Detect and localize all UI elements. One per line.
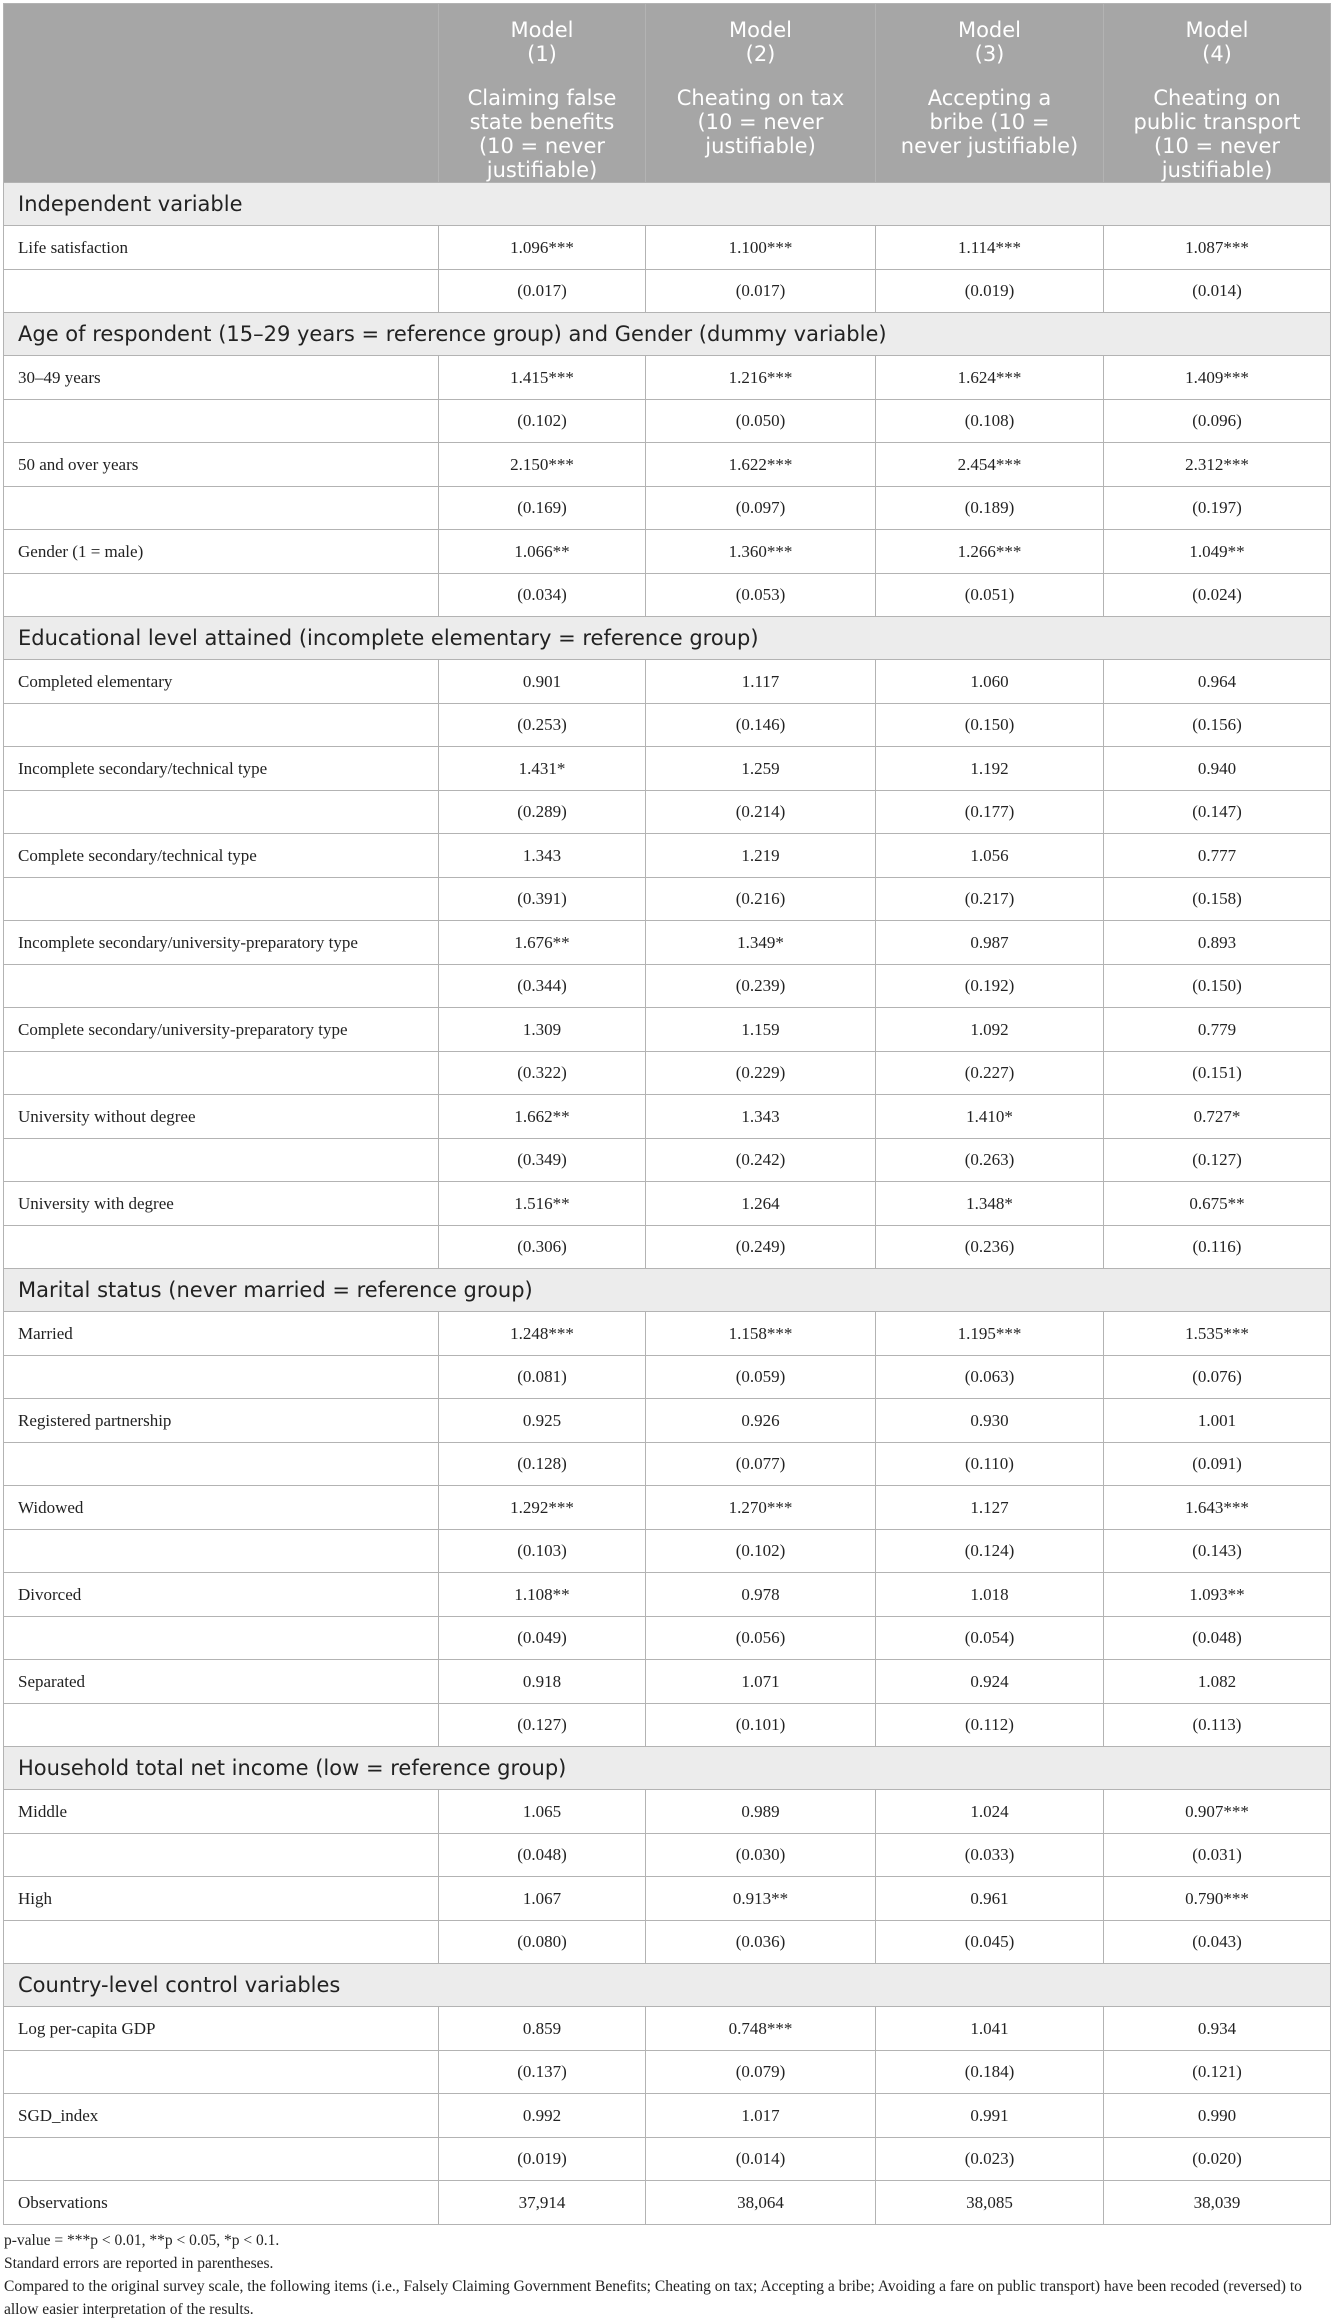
standard-error-cell: (0.227) [876,1052,1104,1095]
coefficient-cell: 0.779 [1104,1008,1331,1052]
coefficient-cell: 0.940 [1104,747,1331,791]
coefficient-cell: 1.060 [876,660,1104,704]
variable-label: Middle [4,1790,439,1834]
coefficient-cell: 0.907*** [1104,1790,1331,1834]
standard-error-cell: (0.024) [1104,574,1331,617]
coefficient-cell: 1.024 [876,1790,1104,1834]
standard-error-cell: (0.151) [1104,1052,1331,1095]
coefficient-cell: 1.360*** [646,530,876,574]
coefficient-cell: 1.082 [1104,1660,1331,1704]
header-label-cell [4,4,439,183]
variable-label: Married [4,1312,439,1356]
table-row [4,747,1331,791]
standard-error-cell: (0.048) [1104,1617,1331,1660]
table-row [4,1877,1331,1921]
coefficient-cell: 0.675** [1104,1182,1331,1226]
coefficient-cell: 1.092 [876,1008,1104,1052]
coefficient-cell: 1.410* [876,1095,1104,1139]
coefficient-cell: 1.018 [876,1573,1104,1617]
coefficient-cell: 1.643*** [1104,1486,1331,1530]
standard-error-cell: (0.146) [646,704,876,747]
standard-error-cell: (0.156) [1104,704,1331,747]
coefficient-cell: 1.264 [646,1182,876,1226]
empty-label-cell [4,1617,439,1660]
standard-error-cell: (0.127) [1104,1139,1331,1182]
variable-label: Incomplete secondary/university-preparatory type [4,921,439,965]
standard-error-cell: (0.102) [439,400,646,443]
table-row-se [4,1921,1331,1964]
variable-label: Registered partnership [4,1399,439,1443]
note-significance: p-value = ***p < 0.01, **p < 0.05, *p < 0.1. [4,2232,280,2249]
coefficient-cell: 1.087*** [1104,226,1331,270]
coefficient-cell: 2.454*** [876,443,1104,487]
standard-error-cell: (0.127) [439,1704,646,1747]
coefficient-cell: 1.415*** [439,356,646,400]
model-4-label: Cheating on public transport (10 = never justifiable) [1133,86,1301,182]
table-row [4,2094,1331,2138]
standard-error-cell: (0.053) [646,574,876,617]
standard-error-cell: (0.143) [1104,1530,1331,1573]
standard-error-cell: (0.020) [1104,2138,1331,2181]
table-row-se [4,878,1331,921]
empty-label-cell [4,1226,439,1269]
model-1-label: Claiming false state benefits (10 = never justifiable) [467,86,617,182]
section-title: Marital status (never married = reference group) [4,1269,1331,1312]
coefficient-cell: 1.192 [876,747,1104,791]
table-row [4,834,1331,878]
standard-error-cell: (0.216) [646,878,876,921]
empty-label-cell [4,487,439,530]
coefficient-cell: 0.934 [1104,2007,1331,2051]
table-row-se [4,2051,1331,2094]
standard-error-cell: (0.108) [876,400,1104,443]
empty-label-cell [4,2051,439,2094]
table-notes [3,2229,1330,2321]
coefficient-cell: 1.066** [439,530,646,574]
standard-error-cell: (0.079) [646,2051,876,2094]
standard-error-cell: (0.014) [646,2138,876,2181]
standard-error-cell: (0.043) [1104,1921,1331,1964]
coefficient-cell: 1.056 [876,834,1104,878]
coefficient-cell: 1.216*** [646,356,876,400]
variable-label: University with degree [4,1182,439,1226]
note-standard-errors: Standard errors are reported in parentheses. [4,2255,274,2272]
coefficient-cell: 1.270*** [646,1486,876,1530]
header-model-2 [646,4,876,183]
section-title: Household total net income (low = reference group) [4,1747,1331,1790]
standard-error-cell: (0.080) [439,1921,646,1964]
variable-label: Gender (1 = male) [4,530,439,574]
model-1-number: Model (1) [510,18,574,66]
table-row-se [4,704,1331,747]
coefficient-cell: 0.930 [876,1399,1104,1443]
empty-label-cell [4,965,439,1008]
table-row-se [4,1617,1331,1660]
standard-error-cell: (0.091) [1104,1443,1331,1486]
standard-error-cell: (0.045) [876,1921,1104,1964]
coefficient-cell: 0.990 [1104,2094,1331,2138]
standard-error-cell: (0.197) [1104,487,1331,530]
variable-label: 30–49 years [4,356,439,400]
standard-error-cell: (0.063) [876,1356,1104,1399]
standard-error-cell: (0.112) [876,1704,1104,1747]
variable-label: Log per-capita GDP [4,2007,439,2051]
standard-error-cell: (0.137) [439,2051,646,2094]
standard-error-cell: (0.121) [1104,2051,1331,2094]
coefficient-cell: 0.925 [439,1399,646,1443]
variable-label: 50 and over years [4,443,439,487]
standard-error-cell: (0.077) [646,1443,876,1486]
standard-error-cell: (0.033) [876,1834,1104,1877]
table-row [4,356,1331,400]
coefficient-cell: 1.409*** [1104,356,1331,400]
standard-error-cell: (0.034) [439,574,646,617]
standard-error-cell: (0.177) [876,791,1104,834]
section-title: Country-level control variables [4,1964,1331,2007]
empty-label-cell [4,1530,439,1573]
coefficient-cell: 1.676** [439,921,646,965]
empty-label-cell [4,270,439,313]
coefficient-cell: 1.117 [646,660,876,704]
standard-error-cell: (0.056) [646,1617,876,1660]
coefficient-cell: 0.989 [646,1790,876,1834]
table-row [4,1008,1331,1052]
coefficient-cell: 0.978 [646,1573,876,1617]
variable-label: Complete secondary/technical type [4,834,439,878]
observations-row [4,2181,1331,2225]
standard-error-cell: (0.214) [646,791,876,834]
table-row-se [4,2138,1331,2181]
variable-label: SGD_index [4,2094,439,2138]
standard-error-cell: (0.110) [876,1443,1104,1486]
empty-label-cell [4,1356,439,1399]
coefficient-cell: 1.114*** [876,226,1104,270]
table-row [4,1312,1331,1356]
model-3-label: Accepting a bribe (10 = never justifiable) [900,86,1079,158]
table-row-se [4,400,1331,443]
table-row-se [4,1834,1331,1877]
standard-error-cell: (0.097) [646,487,876,530]
coefficient-cell: 1.093** [1104,1573,1331,1617]
coefficient-cell: 1.343 [646,1095,876,1139]
coefficient-cell: 1.195*** [876,1312,1104,1356]
section-header-row [4,1964,1331,2007]
section-title: Age of respondent (15–29 years = reference group) and Gender (dummy variable) [4,313,1331,356]
coefficient-cell: 1.017 [646,2094,876,2138]
table-row [4,1095,1331,1139]
standard-error-cell: (0.253) [439,704,646,747]
header-model-4 [1104,4,1331,183]
table-row-se [4,1356,1331,1399]
standard-error-cell: (0.054) [876,1617,1104,1660]
standard-error-cell: (0.076) [1104,1356,1331,1399]
coefficient-cell: 0.727* [1104,1095,1331,1139]
coefficient-cell: 1.049** [1104,530,1331,574]
table-header-row [4,4,1331,183]
coefficient-cell: 0.926 [646,1399,876,1443]
coefficient-cell: 1.041 [876,2007,1104,2051]
standard-error-cell: (0.031) [1104,1834,1331,1877]
standard-error-cell: (0.019) [876,270,1104,313]
coefficient-cell: 1.535*** [1104,1312,1331,1356]
table-row [4,660,1331,704]
standard-error-cell: (0.059) [646,1356,876,1399]
coefficient-cell: 1.067 [439,1877,646,1921]
header-model-1 [439,4,646,183]
standard-error-cell: (0.189) [876,487,1104,530]
table-row-se [4,574,1331,617]
observations-label: Observations [4,2181,439,2225]
table-row [4,1573,1331,1617]
coefficient-cell: 1.108** [439,1573,646,1617]
coefficient-cell: 0.859 [439,2007,646,2051]
table-row [4,443,1331,487]
coefficient-cell: 1.343 [439,834,646,878]
empty-label-cell [4,878,439,921]
standard-error-cell: (0.102) [646,1530,876,1573]
empty-label-cell [4,1052,439,1095]
standard-error-cell: (0.263) [876,1139,1104,1182]
standard-error-cell: (0.391) [439,878,646,921]
standard-error-cell: (0.150) [876,704,1104,747]
table-row [4,226,1331,270]
standard-error-cell: (0.116) [1104,1226,1331,1269]
coefficient-cell: 0.987 [876,921,1104,965]
empty-label-cell [4,574,439,617]
standard-error-cell: (0.048) [439,1834,646,1877]
coefficient-cell: 1.309 [439,1008,646,1052]
coefficient-cell: 1.248*** [439,1312,646,1356]
table-row [4,1660,1331,1704]
coefficient-cell: 1.624*** [876,356,1104,400]
standard-error-cell: (0.019) [439,2138,646,2181]
table-row-se [4,1443,1331,1486]
standard-error-cell: (0.236) [876,1226,1104,1269]
standard-error-cell: (0.051) [876,574,1104,617]
section-header-row [4,313,1331,356]
standard-error-cell: (0.017) [646,270,876,313]
standard-error-cell: (0.306) [439,1226,646,1269]
variable-label: Completed elementary [4,660,439,704]
coefficient-cell: 1.127 [876,1486,1104,1530]
table-row-se [4,487,1331,530]
model-3-number: Model (3) [957,18,1022,66]
variable-label: Divorced [4,1573,439,1617]
model-4-number: Model (4) [1185,18,1249,66]
coefficient-cell: 2.312*** [1104,443,1331,487]
coefficient-cell: 0.918 [439,1660,646,1704]
table-row-se [4,1530,1331,1573]
standard-error-cell: (0.184) [876,2051,1104,2094]
standard-error-cell: (0.103) [439,1530,646,1573]
empty-label-cell [4,1921,439,1964]
model-2-label: Cheating on tax (10 = never justifiable) [676,86,845,158]
standard-error-cell: (0.124) [876,1530,1104,1573]
variable-label: University without degree [4,1095,439,1139]
standard-error-cell: (0.014) [1104,270,1331,313]
regression-table-figure [3,3,1330,2321]
standard-error-cell: (0.217) [876,878,1104,921]
variable-label: Incomplete secondary/technical type [4,747,439,791]
coefficient-cell: 1.266*** [876,530,1104,574]
empty-label-cell [4,400,439,443]
coefficient-cell: 0.748*** [646,2007,876,2051]
coefficient-cell: 0.893 [1104,921,1331,965]
coefficient-cell: 1.662** [439,1095,646,1139]
coefficient-cell: 0.964 [1104,660,1331,704]
table-row [4,921,1331,965]
variable-label: Separated [4,1660,439,1704]
empty-label-cell [4,2138,439,2181]
table-row [4,1790,1331,1834]
standard-error-cell: (0.023) [876,2138,1104,2181]
coefficient-cell: 1.348* [876,1182,1104,1226]
table-row [4,1182,1331,1226]
coefficient-cell: 0.790*** [1104,1877,1331,1921]
table-body [4,183,1331,2225]
standard-error-cell: (0.017) [439,270,646,313]
table-row [4,1399,1331,1443]
variable-label: Life satisfaction [4,226,439,270]
section-header-row [4,183,1331,226]
standard-error-cell: (0.349) [439,1139,646,1182]
standard-error-cell: (0.242) [646,1139,876,1182]
empty-label-cell [4,1834,439,1877]
standard-error-cell: (0.192) [876,965,1104,1008]
standard-error-cell: (0.030) [646,1834,876,1877]
table-row [4,2007,1331,2051]
empty-label-cell [4,704,439,747]
standard-error-cell: (0.150) [1104,965,1331,1008]
coefficient-cell: 1.431* [439,747,646,791]
section-header-row [4,1747,1331,1790]
table-row [4,530,1331,574]
standard-error-cell: (0.036) [646,1921,876,1964]
section-header-row [4,1269,1331,1312]
coefficient-cell: 1.259 [646,747,876,791]
standard-error-cell: (0.049) [439,1617,646,1660]
table-row [4,1486,1331,1530]
empty-label-cell [4,1704,439,1747]
standard-error-cell: (0.239) [646,965,876,1008]
coefficient-cell: 0.992 [439,2094,646,2138]
coefficient-cell: 1.159 [646,1008,876,1052]
coefficient-cell: 0.961 [876,1877,1104,1921]
coefficient-cell: 0.991 [876,2094,1104,2138]
coefficient-cell: 0.913** [646,1877,876,1921]
table-row-se [4,1704,1331,1747]
coefficient-cell: 1.096*** [439,226,646,270]
table-row-se [4,1139,1331,1182]
coefficient-cell: 1.622*** [646,443,876,487]
standard-error-cell: (0.158) [1104,878,1331,921]
table-row-se [4,270,1331,313]
table-row-se [4,1226,1331,1269]
coefficient-cell: 1.158*** [646,1312,876,1356]
standard-error-cell: (0.147) [1104,791,1331,834]
coefficient-cell: 1.001 [1104,1399,1331,1443]
empty-label-cell [4,1443,439,1486]
observations-cell: 38,064 [646,2181,876,2225]
observations-cell: 37,914 [439,2181,646,2225]
model-2-number: Model (2) [728,18,793,66]
section-title: Educational level attained (incomplete elementary = reference group) [4,617,1331,660]
standard-error-cell: (0.344) [439,965,646,1008]
variable-label: High [4,1877,439,1921]
coefficient-cell: 1.349* [646,921,876,965]
coefficient-cell: 2.150*** [439,443,646,487]
coefficient-cell: 1.292*** [439,1486,646,1530]
note-recoding: Compared to the original survey scale, the following items (i.e., Falsely Claiming Government Benefits; Cheating on tax; Accepting a bribe; Avoiding a fare on public transport) have been recoded (reversed) to allow easier interpretation of the results. [4,2278,1302,2318]
section-header-row [4,617,1331,660]
variable-label: Complete secondary/university-preparatory type [4,1008,439,1052]
standard-error-cell: (0.128) [439,1443,646,1486]
variable-label: Widowed [4,1486,439,1530]
observations-cell: 38,085 [876,2181,1104,2225]
empty-label-cell [4,1139,439,1182]
coefficient-cell: 1.516** [439,1182,646,1226]
table-row-se [4,965,1331,1008]
observations-cell: 38,039 [1104,2181,1331,2225]
table-row-se [4,791,1331,834]
standard-error-cell: (0.289) [439,791,646,834]
coefficient-cell: 0.924 [876,1660,1104,1704]
standard-error-cell: (0.081) [439,1356,646,1399]
empty-label-cell [4,791,439,834]
standard-error-cell: (0.229) [646,1052,876,1095]
standard-error-cell: (0.169) [439,487,646,530]
standard-error-cell: (0.101) [646,1704,876,1747]
coefficient-cell: 1.100*** [646,226,876,270]
standard-error-cell: (0.050) [646,400,876,443]
coefficient-cell: 1.065 [439,1790,646,1834]
standard-error-cell: (0.322) [439,1052,646,1095]
coefficient-cell: 0.777 [1104,834,1331,878]
table-row-se [4,1052,1331,1095]
standard-error-cell: (0.096) [1104,400,1331,443]
coefficient-cell: 1.071 [646,1660,876,1704]
standard-error-cell: (0.249) [646,1226,876,1269]
coefficient-cell: 0.901 [439,660,646,704]
section-title: Independent variable [4,183,1331,226]
standard-error-cell: (0.113) [1104,1704,1331,1747]
coefficient-cell: 1.219 [646,834,876,878]
header-model-3 [876,4,1104,183]
regression-table [3,3,1331,2225]
